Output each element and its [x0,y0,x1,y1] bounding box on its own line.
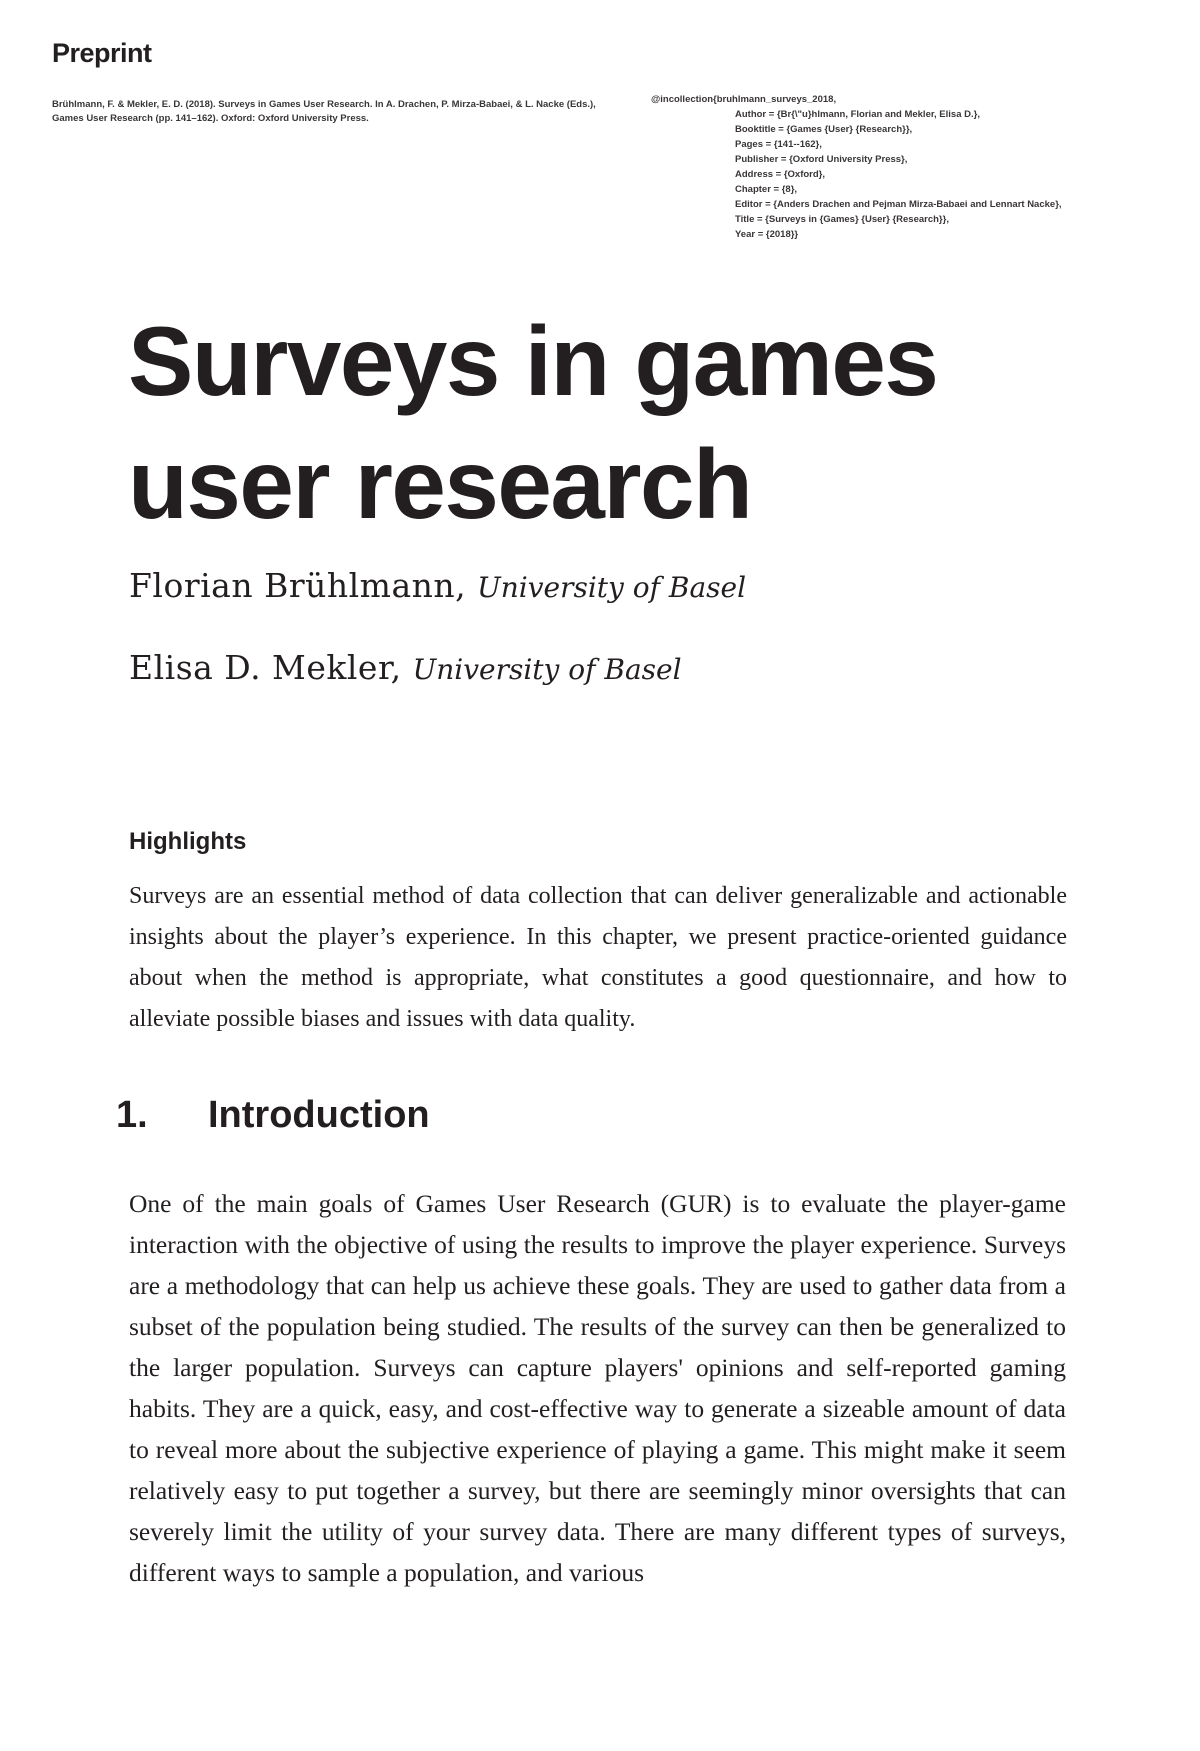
author-1-affiliation: University of Basel [477,571,747,604]
paper-title [128,300,1128,546]
author-1 [129,566,746,605]
citation-text: Brühlmann, F. & Mekler, E. D. (2018). Surveys in Games User Research. In A. Drachen, P. Mirza-Babaei, & L. Nacke (Eds.), Games User Research (pp. 141–162). Oxford: Oxford University Press. [52,99,596,124]
section-1-number: 1. [116,1094,148,1136]
bibtex-field-pages: Pages = {141--162}, [735,139,822,150]
highlights-heading: Highlights [129,828,247,855]
bibtex-field-title: Title = {Surveys in {Games} {User} {Research}}, [735,214,949,225]
preprint-label: Preprint [52,38,152,68]
author-2-affiliation: University of Basel [412,653,682,686]
bibtex-field-chapter: Chapter = {8}, [735,184,798,195]
bibtex-field-booktitle: Booktitle = {Games {User} {Research}}, [735,124,913,135]
bibtex-field-publisher: Publisher = {Oxford University Press}, [735,154,908,165]
paper-title-line-1: Surveys in games [128,306,938,416]
author-2-name: Elisa D. Mekler, [129,648,402,687]
author-1-name: Florian Brühlmann, [129,566,467,605]
highlights-text: Surveys are an essential method of data collection that can deliver generalizable and actionable insights about the player’s experience. In this chapter, we present practice-oriented guidance about when the method is appropriate, what constitutes a good questionnaire, and how to alleviate possible biases and issues with data quality. [129,883,1067,1032]
paper-title-line-2: user research [128,429,752,539]
bibtex-block [651,92,1171,242]
bibtex-field-author: Author = {Br{\"u}hlmann, Florian and Mekler, Elisa D.}, [735,109,980,120]
bibtex-entry: @incollection{bruhlmann_surveys_2018, [651,94,837,105]
author-2 [129,648,682,687]
bibtex-field-year: Year = {2018}} [735,229,799,240]
introduction-text: One of the main goals of Games User Research (GUR) is to evaluate the player-game interaction with the objective of using the results to improve the player experience. Surveys are a methodology that can help us achieve these goals. They are used to gather data from a subset of the population being studied. The results of the survey can then be generalized to the larger population. Surveys can capture players' opinions and self-reported gaming habits. They are a quick, easy, and cost-effective way to generate a sizeable amount of data to reveal more about the subjective experience of playing a game. This might make it seem relatively easy to put together a survey, but there are seemingly minor oversights that can severely limit the utility of your survey data. There are many different types of surveys, different ways to sample a population, and various [129,1189,1066,1587]
bibtex-field-editor: Editor = {Anders Drachen and Pejman Mirza-Babaei and Lennart Nacke}, [735,199,1062,210]
section-1-heading [116,1094,430,1137]
section-1-title: Introduction [208,1094,430,1136]
bibtex-field-address: Address = {Oxford}, [735,169,826,180]
